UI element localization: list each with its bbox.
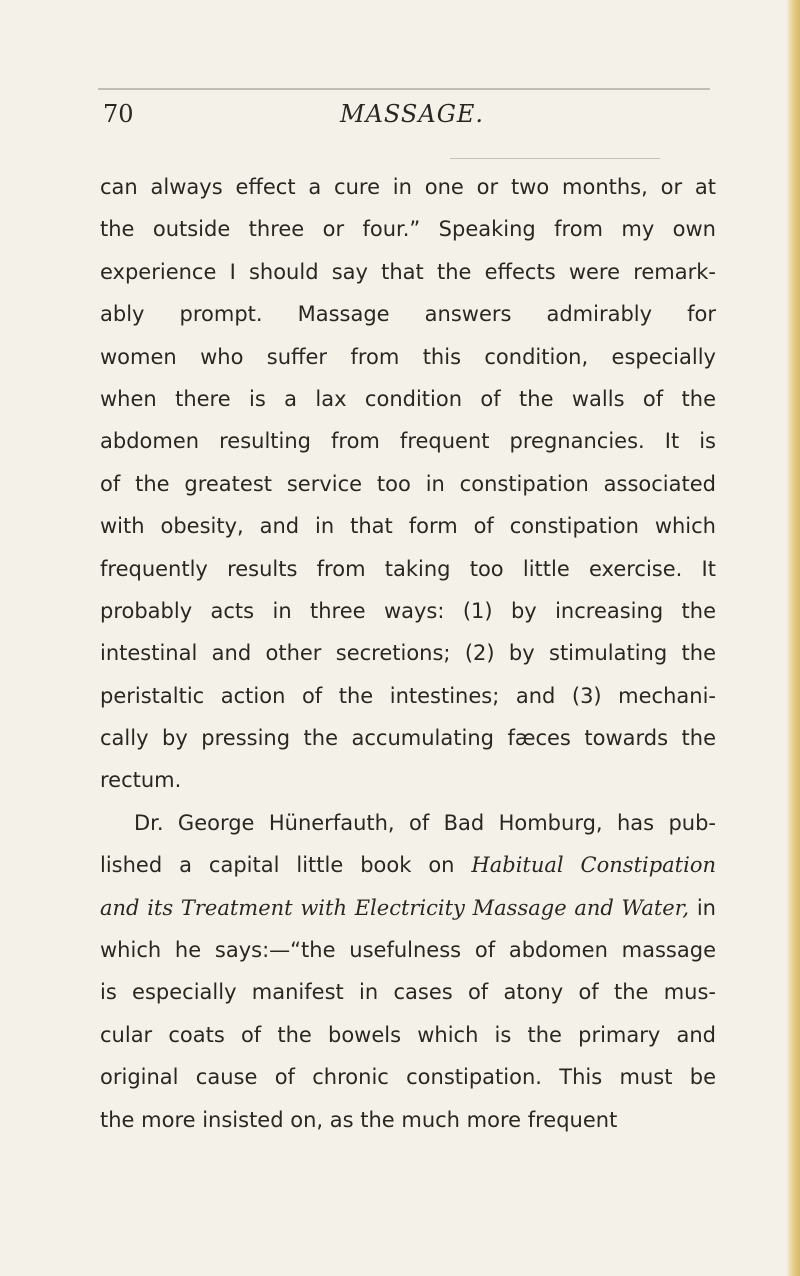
text-line: cally by pressing the accumulating fæces towards the [100, 726, 716, 751]
text-line [100, 887, 716, 929]
text-line [100, 844, 716, 886]
text-line: frequently results from taking too little exercise. It [100, 556, 716, 581]
text-line: ably prompt. Massage answers admirably for [100, 302, 716, 327]
text-line: peristaltic action of the intestines; and (3) mechani- [100, 683, 716, 708]
text-line: probably acts in three ways: (1) by increasing the [100, 598, 716, 623]
page-edge [786, 0, 800, 1276]
text-line: of the greatest service too in constipation associated [100, 471, 716, 496]
text-line: original cause of chronic constipation. This must be [100, 1065, 716, 1090]
text-line: the more insisted on, as the much more frequent [100, 1107, 618, 1132]
text-line: when there is a lax condition of the walls of the [100, 386, 716, 411]
running-head [103, 100, 703, 140]
text-line: experience I should say that the effects were remark- [100, 259, 716, 284]
text-line: rectum. [100, 768, 182, 793]
text-line: which he says:—“the usefulness of abdomen massage [100, 938, 716, 963]
page-title: MASSAGE. [340, 100, 485, 128]
title-rule [450, 158, 660, 159]
text-line: with obesity, and in that form of constipation which [100, 514, 716, 539]
text-line: women who suffer from this condition, especially [100, 344, 716, 369]
book-title-part: and its Treatment with Electricity Massage and Water, [100, 895, 690, 920]
text-line: abdomen resulting from frequent pregnancies. It is [100, 429, 716, 454]
body-text [100, 166, 716, 1141]
header-rule [98, 88, 710, 90]
text-line: cular coats of the bowels which is the primary and [100, 1022, 716, 1047]
text-line: Dr. George Hünerfauth, of Bad Homburg, has pub- [134, 810, 716, 835]
text-line: intestinal and other secretions; (2) by stimulating the [100, 641, 716, 666]
text-run: in [689, 895, 716, 920]
text-line: can always effect a cure in one or two months, or at [100, 175, 716, 199]
book-title-part: Habitual Constipation [471, 853, 717, 878]
text-run: lished a capital little book on [100, 853, 472, 878]
page-number: 70 [103, 100, 134, 128]
text-line: is especially manifest in cases of atony of the mus- [100, 980, 716, 1005]
text-line: the outside three or four.” Speaking from my own [100, 217, 716, 242]
